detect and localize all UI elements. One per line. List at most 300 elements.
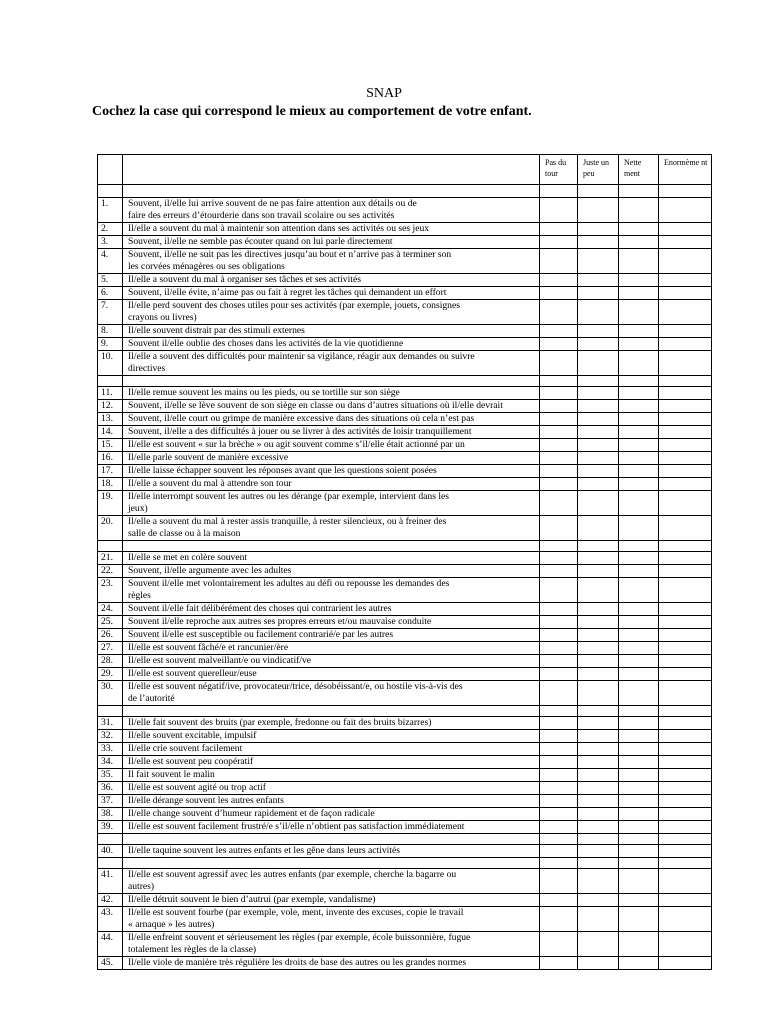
answer-box-juste-un-peu[interactable] bbox=[578, 808, 619, 821]
answer-box-pas-du-tout[interactable] bbox=[540, 578, 578, 603]
answer-box-juste-un-peu[interactable] bbox=[578, 578, 619, 603]
answer-box-pas-du-tout[interactable] bbox=[540, 223, 578, 236]
item-number: 14. bbox=[98, 426, 123, 439]
answer-box-juste-un-peu[interactable] bbox=[578, 894, 619, 907]
answer-box-juste-un-peu[interactable] bbox=[578, 907, 619, 932]
answer-box-pas-du-tout[interactable] bbox=[540, 300, 578, 325]
answer-box-enormement[interactable] bbox=[659, 894, 712, 907]
item-question-line: Il/elle a souvent du mal à organiser ses tâches et ses activités bbox=[128, 274, 361, 285]
item-question-line: Souvent, il/elle court ou grimpe de manière excessive dans des situations où cela n’est pas bbox=[128, 413, 475, 424]
item-question bbox=[123, 629, 540, 642]
answer-box-enormement[interactable] bbox=[659, 452, 712, 465]
item-question-line: faire des erreurs d’étourderie dans son travail scolaire ou ses activités bbox=[128, 210, 395, 221]
answer-box-nettement[interactable] bbox=[619, 869, 659, 894]
answer-box-juste-un-peu[interactable] bbox=[578, 413, 619, 426]
answer-box-juste-un-peu[interactable] bbox=[578, 552, 619, 565]
table-row bbox=[98, 565, 712, 578]
table-row bbox=[98, 439, 712, 452]
item-number: 5. bbox=[98, 274, 123, 287]
item-number: 8. bbox=[98, 325, 123, 338]
answer-box-enormement[interactable] bbox=[659, 616, 712, 629]
answer-box-nettement[interactable] bbox=[619, 821, 659, 834]
answer-box-enormement[interactable] bbox=[659, 325, 712, 338]
header-number-cell bbox=[98, 155, 123, 185]
answer-box-nettement[interactable] bbox=[619, 338, 659, 351]
answer-box-enormement[interactable] bbox=[659, 907, 712, 932]
item-question bbox=[123, 681, 540, 706]
table-row bbox=[98, 603, 712, 616]
answer-box-nettement[interactable] bbox=[619, 400, 659, 413]
answer-box-juste-un-peu[interactable] bbox=[578, 287, 619, 300]
item-question bbox=[123, 845, 540, 858]
item-question-line: Il/elle souvent distrait par des stimuli externes bbox=[128, 325, 305, 336]
answer-box-enormement[interactable] bbox=[659, 426, 712, 439]
table-row bbox=[98, 516, 712, 541]
answer-box-enormement[interactable] bbox=[659, 730, 712, 743]
table-row bbox=[98, 400, 712, 413]
item-number: 42. bbox=[98, 894, 123, 907]
answer-box-juste-un-peu[interactable] bbox=[578, 730, 619, 743]
answer-box-nettement[interactable] bbox=[619, 249, 659, 274]
item-question bbox=[123, 821, 540, 834]
answer-box-pas-du-tout[interactable] bbox=[540, 452, 578, 465]
answer-box-pas-du-tout[interactable] bbox=[540, 439, 578, 452]
answer-box-nettement[interactable] bbox=[619, 491, 659, 516]
table-row bbox=[98, 236, 712, 249]
answer-box-enormement[interactable] bbox=[659, 642, 712, 655]
table-row bbox=[98, 932, 712, 957]
answer-box-juste-un-peu[interactable] bbox=[578, 300, 619, 325]
answer-box-pas-du-tout[interactable] bbox=[540, 603, 578, 616]
answer-box-pas-du-tout[interactable] bbox=[540, 681, 578, 706]
item-number: 10. bbox=[98, 351, 123, 376]
page-title: SNAP bbox=[366, 86, 402, 101]
item-question-line: Il/elle remue souvent les mains ou les pieds, ou se tortille sur son siège bbox=[128, 387, 400, 398]
answer-box-juste-un-peu[interactable] bbox=[578, 957, 619, 970]
answer-box-pas-du-tout[interactable] bbox=[540, 743, 578, 756]
item-question bbox=[123, 452, 540, 465]
item-number: 16. bbox=[98, 452, 123, 465]
answer-box-enormement[interactable] bbox=[659, 603, 712, 616]
answer-box-nettement[interactable] bbox=[619, 743, 659, 756]
item-question-line: Souvent il/elle reproche aux autres ses propres erreurs et/ou mauvaise conduite bbox=[128, 616, 432, 627]
answer-box-enormement[interactable] bbox=[659, 795, 712, 808]
answer-box-pas-du-tout[interactable] bbox=[540, 198, 578, 223]
item-number: 31. bbox=[98, 717, 123, 730]
answer-box-pas-du-tout[interactable] bbox=[540, 465, 578, 478]
table-row bbox=[98, 387, 712, 400]
answer-box-nettement[interactable] bbox=[619, 578, 659, 603]
table-row bbox=[98, 338, 712, 351]
answer-box-juste-un-peu[interactable] bbox=[578, 400, 619, 413]
table-row bbox=[98, 491, 712, 516]
header-juste-un-peu: Juste un peu bbox=[578, 155, 619, 185]
answer-box-enormement[interactable] bbox=[659, 668, 712, 681]
answer-box-juste-un-peu[interactable] bbox=[578, 756, 619, 769]
answer-box-pas-du-tout[interactable] bbox=[540, 808, 578, 821]
answer-box-pas-du-tout[interactable] bbox=[540, 795, 578, 808]
answer-box-pas-du-tout[interactable] bbox=[540, 616, 578, 629]
answer-box-pas-du-tout[interactable] bbox=[540, 717, 578, 730]
answer-box-enormement[interactable] bbox=[659, 681, 712, 706]
answer-box-pas-du-tout[interactable] bbox=[540, 907, 578, 932]
answer-box-pas-du-tout[interactable] bbox=[540, 730, 578, 743]
item-question bbox=[123, 603, 540, 616]
table-row bbox=[98, 223, 712, 236]
item-question bbox=[123, 287, 540, 300]
item-number: 7. bbox=[98, 300, 123, 325]
answer-box-pas-du-tout[interactable] bbox=[540, 338, 578, 351]
answer-box-enormement[interactable] bbox=[659, 516, 712, 541]
answer-box-juste-un-peu[interactable] bbox=[578, 325, 619, 338]
answer-box-nettement[interactable] bbox=[619, 629, 659, 642]
answer-box-juste-un-peu[interactable] bbox=[578, 223, 619, 236]
item-number: 41. bbox=[98, 869, 123, 894]
table-row bbox=[98, 821, 712, 834]
answer-box-pas-du-tout[interactable] bbox=[540, 387, 578, 400]
answer-box-nettement[interactable] bbox=[619, 845, 659, 858]
item-number: 17. bbox=[98, 465, 123, 478]
answer-box-juste-un-peu[interactable] bbox=[578, 681, 619, 706]
answer-box-nettement[interactable] bbox=[619, 808, 659, 821]
answer-box-enormement[interactable] bbox=[659, 400, 712, 413]
answer-box-juste-un-peu[interactable] bbox=[578, 616, 619, 629]
answer-box-juste-un-peu[interactable] bbox=[578, 642, 619, 655]
item-number: 23. bbox=[98, 578, 123, 603]
item-number: 40. bbox=[98, 845, 123, 858]
answer-box-nettement[interactable] bbox=[619, 439, 659, 452]
answer-box-enormement[interactable] bbox=[659, 413, 712, 426]
answer-box-nettement[interactable] bbox=[619, 325, 659, 338]
table-row bbox=[98, 287, 712, 300]
answer-box-nettement[interactable] bbox=[619, 769, 659, 782]
header-enormement: Enormème nt bbox=[659, 155, 712, 185]
answer-box-enormement[interactable] bbox=[659, 782, 712, 795]
table-row bbox=[98, 198, 712, 223]
answer-box-juste-un-peu[interactable] bbox=[578, 338, 619, 351]
answer-box-enormement[interactable] bbox=[659, 198, 712, 223]
answer-box-enormement[interactable] bbox=[659, 756, 712, 769]
answer-box-pas-du-tout[interactable] bbox=[540, 325, 578, 338]
answer-box-pas-du-tout[interactable] bbox=[540, 565, 578, 578]
answer-box-juste-un-peu[interactable] bbox=[578, 274, 619, 287]
item-question-line: Il/elle parle souvent de manière excessive bbox=[128, 452, 289, 463]
section-spacer-row bbox=[98, 376, 712, 387]
table-row bbox=[98, 300, 712, 325]
answer-box-nettement[interactable] bbox=[619, 730, 659, 743]
table-row bbox=[98, 769, 712, 782]
answer-box-juste-un-peu[interactable] bbox=[578, 629, 619, 642]
item-question bbox=[123, 236, 540, 249]
answer-box-nettement[interactable] bbox=[619, 782, 659, 795]
answer-box-nettement[interactable] bbox=[619, 655, 659, 668]
answer-box-juste-un-peu[interactable] bbox=[578, 198, 619, 223]
item-question bbox=[123, 249, 540, 274]
answer-box-nettement[interactable] bbox=[619, 932, 659, 957]
answer-box-nettement[interactable] bbox=[619, 717, 659, 730]
answer-box-pas-du-tout[interactable] bbox=[540, 478, 578, 491]
answer-box-nettement[interactable] bbox=[619, 668, 659, 681]
answer-box-nettement[interactable] bbox=[619, 300, 659, 325]
answer-box-juste-un-peu[interactable] bbox=[578, 769, 619, 782]
item-question-line: Il/elle enfreint souvent et sérieusement les règles (par exemple, école buissonnière, fugue bbox=[128, 932, 471, 943]
item-question-line: jeux) bbox=[128, 503, 148, 514]
answer-box-nettement[interactable] bbox=[619, 413, 659, 426]
answer-box-juste-un-peu[interactable] bbox=[578, 845, 619, 858]
answer-box-juste-un-peu[interactable] bbox=[578, 668, 619, 681]
answer-box-enormement[interactable] bbox=[659, 552, 712, 565]
answer-box-juste-un-peu[interactable] bbox=[578, 795, 619, 808]
answer-box-pas-du-tout[interactable] bbox=[540, 957, 578, 970]
item-question bbox=[123, 578, 540, 603]
answer-box-juste-un-peu[interactable] bbox=[578, 478, 619, 491]
header-nettement: Nette ment bbox=[619, 155, 659, 185]
answer-box-nettement[interactable] bbox=[619, 452, 659, 465]
answer-box-pas-du-tout[interactable] bbox=[540, 287, 578, 300]
answer-box-enormement[interactable] bbox=[659, 578, 712, 603]
item-question-line: Il/elle crie souvent facilement bbox=[128, 743, 243, 754]
answer-box-pas-du-tout[interactable] bbox=[540, 552, 578, 565]
answer-box-enormement[interactable] bbox=[659, 287, 712, 300]
table-row bbox=[98, 578, 712, 603]
item-question-line: Souvent, il/elle se lève souvent de son siège en classe ou dans d’autres situations où il/elle devrait bbox=[128, 400, 503, 411]
item-question bbox=[123, 769, 540, 782]
answer-box-juste-un-peu[interactable] bbox=[578, 782, 619, 795]
item-number: 45. bbox=[98, 957, 123, 970]
answer-box-pas-du-tout[interactable] bbox=[540, 782, 578, 795]
answer-box-pas-du-tout[interactable] bbox=[540, 236, 578, 249]
answer-box-pas-du-tout[interactable] bbox=[540, 516, 578, 541]
answer-box-juste-un-peu[interactable] bbox=[578, 236, 619, 249]
answer-box-nettement[interactable] bbox=[619, 616, 659, 629]
answer-box-pas-du-tout[interactable] bbox=[540, 413, 578, 426]
item-question-line: Il/elle souvent excitable, impulsif bbox=[128, 730, 257, 741]
answer-box-pas-du-tout[interactable] bbox=[540, 756, 578, 769]
section-spacer-row bbox=[98, 541, 712, 552]
answer-box-pas-du-tout[interactable] bbox=[540, 821, 578, 834]
answer-box-enormement[interactable] bbox=[659, 932, 712, 957]
answer-box-enormement[interactable] bbox=[659, 249, 712, 274]
item-question-line: règles bbox=[128, 590, 151, 601]
answer-box-pas-du-tout[interactable] bbox=[540, 351, 578, 376]
item-question bbox=[123, 478, 540, 491]
answer-box-juste-un-peu[interactable] bbox=[578, 491, 619, 516]
answer-box-enormement[interactable] bbox=[659, 655, 712, 668]
answer-box-pas-du-tout[interactable] bbox=[540, 655, 578, 668]
answer-box-juste-un-peu[interactable] bbox=[578, 516, 619, 541]
answer-box-nettement[interactable] bbox=[619, 287, 659, 300]
questionnaire-table bbox=[97, 154, 712, 970]
item-question-line: les corvées ménagères ou ses obligations bbox=[128, 261, 285, 272]
answer-box-enormement[interactable] bbox=[659, 491, 712, 516]
table-row bbox=[98, 907, 712, 932]
answer-box-juste-un-peu[interactable] bbox=[578, 655, 619, 668]
answer-box-juste-un-peu[interactable] bbox=[578, 452, 619, 465]
answer-box-enormement[interactable] bbox=[659, 274, 712, 287]
answer-box-pas-du-tout[interactable] bbox=[540, 869, 578, 894]
item-question bbox=[123, 642, 540, 655]
item-question bbox=[123, 743, 540, 756]
answer-box-juste-un-peu[interactable] bbox=[578, 465, 619, 478]
answer-box-enormement[interactable] bbox=[659, 236, 712, 249]
answer-box-pas-du-tout[interactable] bbox=[540, 249, 578, 274]
item-question bbox=[123, 932, 540, 957]
item-number: 2. bbox=[98, 223, 123, 236]
item-number: 12. bbox=[98, 400, 123, 413]
answer-box-juste-un-peu[interactable] bbox=[578, 387, 619, 400]
answer-box-enormement[interactable] bbox=[659, 957, 712, 970]
item-number: 26. bbox=[98, 629, 123, 642]
answer-box-enormement[interactable] bbox=[659, 223, 712, 236]
answer-box-nettement[interactable] bbox=[619, 565, 659, 578]
answer-box-enormement[interactable] bbox=[659, 769, 712, 782]
table-row bbox=[98, 616, 712, 629]
item-question bbox=[123, 413, 540, 426]
answer-box-pas-du-tout[interactable] bbox=[540, 629, 578, 642]
answer-box-enormement[interactable] bbox=[659, 845, 712, 858]
answer-box-nettement[interactable] bbox=[619, 351, 659, 376]
answer-box-juste-un-peu[interactable] bbox=[578, 603, 619, 616]
answer-box-nettement[interactable] bbox=[619, 516, 659, 541]
answer-box-juste-un-peu[interactable] bbox=[578, 717, 619, 730]
answer-box-nettement[interactable] bbox=[619, 795, 659, 808]
item-number: 32. bbox=[98, 730, 123, 743]
answer-box-nettement[interactable] bbox=[619, 223, 659, 236]
item-question bbox=[123, 869, 540, 894]
answer-box-enormement[interactable] bbox=[659, 439, 712, 452]
answer-box-pas-du-tout[interactable] bbox=[540, 642, 578, 655]
answer-box-enormement[interactable] bbox=[659, 465, 712, 478]
answer-box-juste-un-peu[interactable] bbox=[578, 932, 619, 957]
answer-box-juste-un-peu[interactable] bbox=[578, 821, 619, 834]
item-question-line: Il/elle dérange souvent les autres enfants bbox=[128, 795, 284, 806]
answer-box-enormement[interactable] bbox=[659, 351, 712, 376]
table-row bbox=[98, 452, 712, 465]
item-question-line: Il/elle est souvent facilement frustré/e s’il/elle n’obtient pas satisfaction immédiatement bbox=[128, 821, 465, 832]
item-number: 43. bbox=[98, 907, 123, 932]
item-question bbox=[123, 325, 540, 338]
item-number: 15. bbox=[98, 439, 123, 452]
answer-box-enormement[interactable] bbox=[659, 478, 712, 491]
item-number: 36. bbox=[98, 782, 123, 795]
answer-box-enormement[interactable] bbox=[659, 743, 712, 756]
table-row bbox=[98, 869, 712, 894]
answer-box-enormement[interactable] bbox=[659, 300, 712, 325]
question-rows bbox=[98, 198, 712, 970]
answer-box-juste-un-peu[interactable] bbox=[578, 743, 619, 756]
answer-box-nettement[interactable] bbox=[619, 236, 659, 249]
answer-box-pas-du-tout[interactable] bbox=[540, 932, 578, 957]
item-number: 22. bbox=[98, 565, 123, 578]
item-number: 33. bbox=[98, 743, 123, 756]
item-question bbox=[123, 565, 540, 578]
answer-box-nettement[interactable] bbox=[619, 387, 659, 400]
item-number: 9. bbox=[98, 338, 123, 351]
item-question-line: Souvent, il/elle ne suit pas les directives jusqu’au bout et n’arrive pas à terminer son bbox=[128, 249, 452, 260]
answer-box-pas-du-tout[interactable] bbox=[540, 426, 578, 439]
item-question-line: Il/elle laisse échapper souvent les réponses avant que les questions soient posées bbox=[128, 465, 437, 476]
item-question-line: Souvent, il/elle a des difficultés à jouer ou se livrer à des activités de loisir tranquillement bbox=[128, 426, 472, 437]
answer-box-nettement[interactable] bbox=[619, 642, 659, 655]
answer-box-pas-du-tout[interactable] bbox=[540, 274, 578, 287]
answer-box-enormement[interactable] bbox=[659, 629, 712, 642]
item-number: 3. bbox=[98, 236, 123, 249]
item-number: 34. bbox=[98, 756, 123, 769]
answer-box-nettement[interactable] bbox=[619, 198, 659, 223]
table-row bbox=[98, 249, 712, 274]
item-number: 6. bbox=[98, 287, 123, 300]
answer-box-enormement[interactable] bbox=[659, 387, 712, 400]
table-row bbox=[98, 894, 712, 907]
table-row bbox=[98, 274, 712, 287]
answer-box-juste-un-peu[interactable] bbox=[578, 426, 619, 439]
section-spacer-row bbox=[98, 834, 712, 845]
answer-box-pas-du-tout[interactable] bbox=[540, 769, 578, 782]
answer-box-juste-un-peu[interactable] bbox=[578, 249, 619, 274]
item-question-line: Souvent, il/elle évite, n’aime pas ou fait à regret les tâches qui demandent un effort bbox=[128, 287, 447, 298]
item-number: 37. bbox=[98, 795, 123, 808]
answer-box-enormement[interactable] bbox=[659, 717, 712, 730]
answer-box-pas-du-tout[interactable] bbox=[540, 491, 578, 516]
answer-box-nettement[interactable] bbox=[619, 465, 659, 478]
answer-box-pas-du-tout[interactable] bbox=[540, 668, 578, 681]
table-row bbox=[98, 795, 712, 808]
item-number: 13. bbox=[98, 413, 123, 426]
item-question bbox=[123, 351, 540, 376]
table-row bbox=[98, 325, 712, 338]
item-number: 38. bbox=[98, 808, 123, 821]
item-question-line: Il/elle perd souvent des choses utiles pour ses activités (par exemple, jouets, consignes bbox=[128, 300, 460, 311]
table-row bbox=[98, 730, 712, 743]
answer-box-nettement[interactable] bbox=[619, 681, 659, 706]
answer-box-nettement[interactable] bbox=[619, 907, 659, 932]
answer-box-nettement[interactable] bbox=[619, 274, 659, 287]
answer-box-nettement[interactable] bbox=[619, 478, 659, 491]
table-row bbox=[98, 717, 712, 730]
item-question bbox=[123, 338, 540, 351]
answer-box-nettement[interactable] bbox=[619, 552, 659, 565]
answer-box-juste-un-peu[interactable] bbox=[578, 869, 619, 894]
item-number: 44. bbox=[98, 932, 123, 957]
item-question bbox=[123, 717, 540, 730]
section-spacer-row bbox=[98, 706, 712, 717]
answer-box-enormement[interactable] bbox=[659, 808, 712, 821]
answer-box-enormement[interactable] bbox=[659, 869, 712, 894]
item-number: 29. bbox=[98, 668, 123, 681]
item-question bbox=[123, 782, 540, 795]
item-question-line: salle de classe ou à la maison bbox=[128, 528, 241, 539]
answer-box-pas-du-tout[interactable] bbox=[540, 845, 578, 858]
answer-box-juste-un-peu[interactable] bbox=[578, 351, 619, 376]
answer-box-enormement[interactable] bbox=[659, 821, 712, 834]
answer-box-juste-un-peu[interactable] bbox=[578, 565, 619, 578]
item-question-line: Souvent, il/elle argumente avec les adultes bbox=[128, 565, 292, 576]
answer-box-nettement[interactable] bbox=[619, 756, 659, 769]
answer-box-enormement[interactable] bbox=[659, 338, 712, 351]
answer-box-nettement[interactable] bbox=[619, 426, 659, 439]
item-question-line: directives bbox=[128, 363, 166, 374]
answer-box-pas-du-tout[interactable] bbox=[540, 400, 578, 413]
answer-box-juste-un-peu[interactable] bbox=[578, 439, 619, 452]
answer-box-nettement[interactable] bbox=[619, 894, 659, 907]
item-number: 25. bbox=[98, 616, 123, 629]
item-question-line: Il/elle fait souvent des bruits (par exemple, fredonne ou fait des bruits bizarres) bbox=[128, 717, 432, 728]
answer-box-nettement[interactable] bbox=[619, 603, 659, 616]
answer-box-enormement[interactable] bbox=[659, 565, 712, 578]
item-question bbox=[123, 426, 540, 439]
answer-box-pas-du-tout[interactable] bbox=[540, 894, 578, 907]
answer-box-nettement[interactable] bbox=[619, 957, 659, 970]
